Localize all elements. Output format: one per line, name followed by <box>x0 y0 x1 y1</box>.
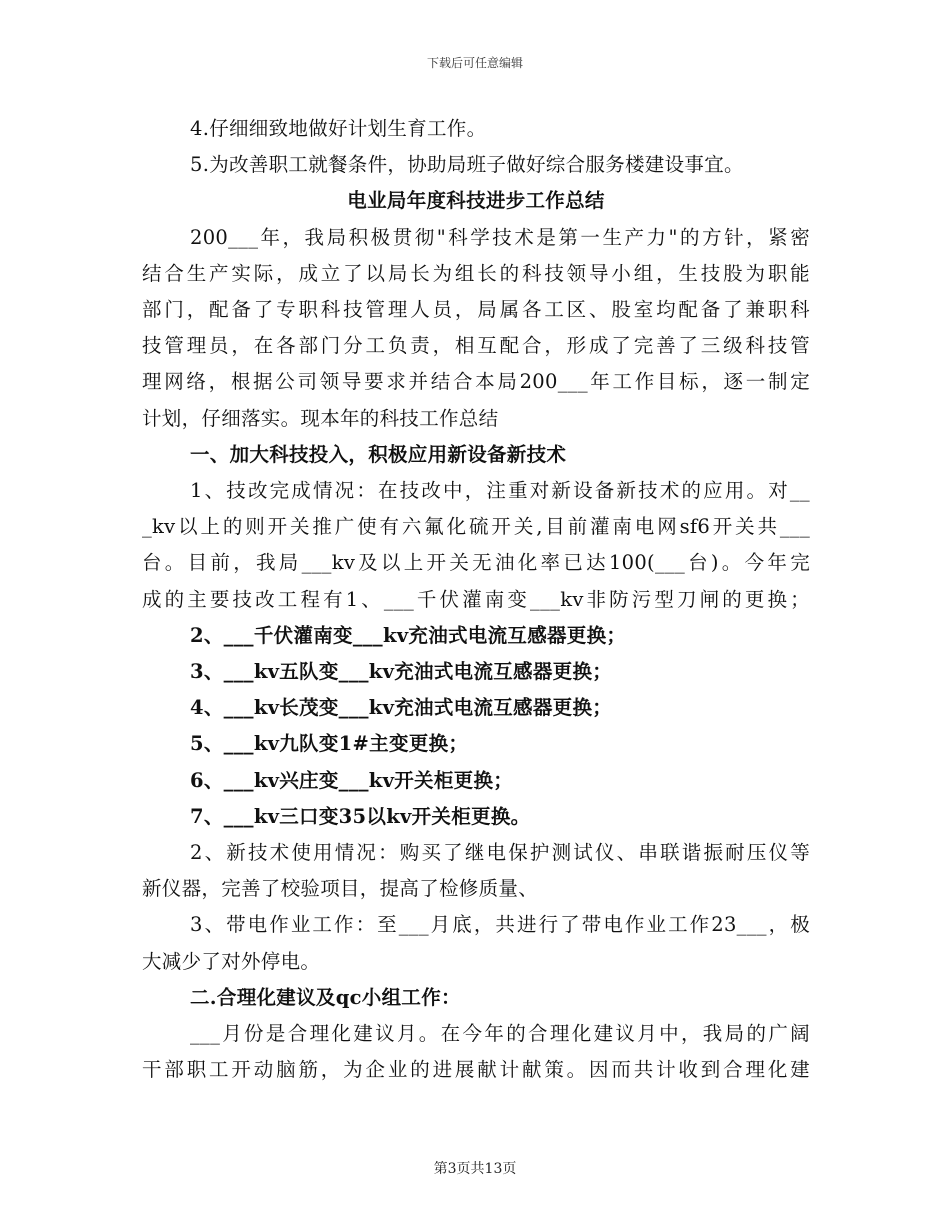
page-header: 下载后可任意编辑 <box>426 56 523 70</box>
text-line: _kv以上的则开关推广使有六氟化硫开关,目前灌南电网sf6开关共___ <box>142 515 810 539</box>
text-line: 结合生产实际，成立了以局长为组长的科技领导小组，生技股为职能 <box>142 261 810 285</box>
text-line: 4.仔细细致地做好计划生育工作。 <box>190 117 487 140</box>
text-line: 技管理员，在各部门分工负责，相互配合，形成了完善了三级科技管 <box>142 334 810 358</box>
page-footer: 第3页共13页 <box>433 1161 517 1177</box>
text-line: 台。目前，我局___kv及以上开关无油化率已达100(___台)。今年完 <box>142 551 810 575</box>
text-line: 1、技改完成情况：在技改中，注重对新设备新技术的应用。对__ <box>190 479 810 503</box>
text-line: 二.合理化建议及qc小组工作： <box>190 985 461 1009</box>
text-line: 5.为改善职工就餐条件，协助局班子做好综合服务楼建设事宜。 <box>190 153 744 177</box>
text-line: 4、___kv长茂变___kv充油式电流互感器更换； <box>190 696 613 720</box>
text-line: 成的主要技改工程有1、___千伏灌南变___kv非防污型刀闸的更换； <box>142 587 810 611</box>
text-line: 3、___kv五队变___kv充油式电流互感器更换； <box>190 660 613 684</box>
text-line: 5、___kv九队变1#主变更换； <box>190 732 469 756</box>
text-line: 理网络，根据公司领导要求并结合本局200___年工作目标，逐一制定 <box>142 370 810 394</box>
text-line: 2、___千伏灌南变___kv充油式电流互感器更换； <box>190 623 627 647</box>
text-line: 新仪器，完善了校验项目，提高了检修质量、 <box>142 877 539 901</box>
text-line: 计划，仔细落实。现本年的科技工作总结 <box>142 406 499 430</box>
text-line: 大减少了对外停电。 <box>142 949 321 973</box>
text-line: 3、带电作业工作：至___月底，共进行了带电作业工作23___，极 <box>190 913 810 937</box>
text-line: 干部职工开动脑筋，为企业的进展献计献策。因而共计收到合理化建 <box>142 1058 810 1082</box>
text-line: 电业局年度科技进步工作总结 <box>347 189 605 213</box>
text-line: 一、加大科技投入，积极应用新设备新技术 <box>190 442 567 466</box>
document-body <box>142 111 810 1088</box>
text-line: 6、___kv兴庄变___kv开关柜更换； <box>190 768 514 792</box>
text-line: 2、新技术使用情况：购买了继电保护测试仪、串联谐振耐压仪等 <box>190 841 810 865</box>
text-line: ___月份是合理化建议月。在今年的合理化建议月中，我局的广阔 <box>190 1022 810 1046</box>
text-line: 200___年，我局积极贯彻"科学技术是第一生产力"的方针，紧密 <box>190 225 810 249</box>
text-line: 7、___kv三口变35以kv开关柜更换。 <box>190 804 531 828</box>
text-line: 部门，配备了专职科技管理人员，局属各工区、股室均配备了兼职科 <box>142 298 810 322</box>
